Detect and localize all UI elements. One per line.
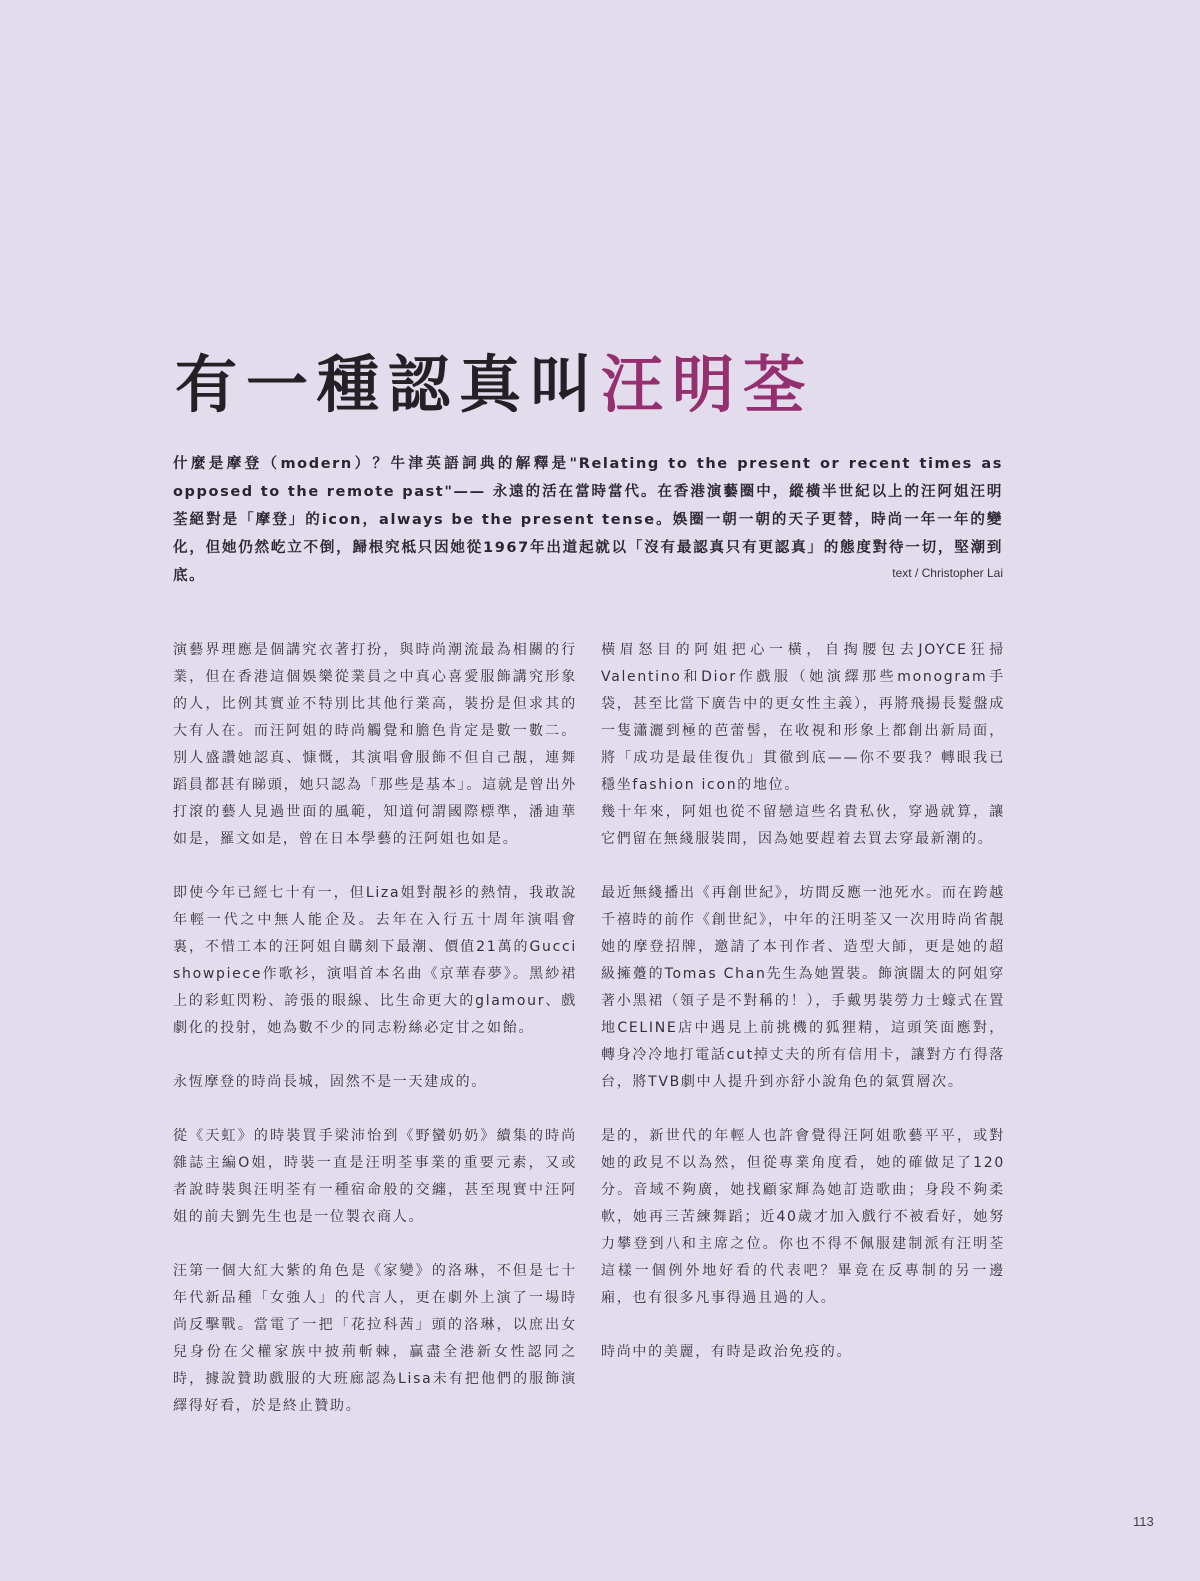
body-paragraph: 演藝界理應是個講究衣著打扮，與時尚潮流最為相關的行業，但在香港這個娛樂從業員之中真心喜愛服飾講究形象的人，比例其實並不特別比其他行業高，裝扮是但求其的大有人在。而汪阿姐的時尚觸覺和膽色肯定是數一數二。別人盛讚她認真、慷慨，其演唱會服飾不但自己靚，連舞蹈員都甚有睇頭，她只認為「那些是基本」。這就是曾出外打滾的藝人見過世面的風範，知道何謂國際標準，潘迪華如是，羅文如是，曾在日本學藝的汪阿姐也如是。: [173, 642, 577, 847]
body-paragraph: 汪第一個大紅大紫的角色是《家變》的洛琳，不但是七十年代新品種「女強人」的代言人，更在劇外上演了一場時尚反擊戰。當電了一把「花拉科茜」頭的洛琳，以庶出女兒身份在父權家族中披荊斬棘，贏盡全港新女性認同之時，據說贊助戲服的大班廊認為Lisa未有把他們的服飾演繹得好看，於是終止贊助。: [173, 1263, 577, 1414]
author-credit: text / Christopher Lai: [892, 566, 1003, 580]
body-column-right: [601, 637, 1005, 1366]
article-title: [175, 335, 814, 424]
body-paragraph: 時尚中的美麗，有時是政治免疫的。: [601, 1344, 853, 1360]
body-paragraph: 最近無綫播出《再創世紀》，坊間反應一池死水。而在跨越千禧時的前作《創世紀》，中年的汪明荃又一次用時尚省靚她的摩登招牌，邀請了本刊作者、造型大師，更是她的超級擁躉的Tomas Chan先生為她置裝。飾演闊太的阿姐穿著小黑裙（領子是不對稱的！），手戴男裝勞力士蠔式在置地CELINE店中遇見上前挑機的狐狸精，這頭笑面應對，轉身冷冷地打電話cut掉丈夫的所有信用卡，讓對方冇得落台，將TVB劇中人提升到亦舒小說角色的氣質層次。: [601, 885, 1005, 1090]
title-accent-name: 汪明荃: [601, 348, 815, 421]
title-main: 有一種認真叫: [175, 348, 602, 421]
body-paragraph: 是的，新世代的年輕人也許會覺得汪阿姐歌藝平平，或對她的政見不以為然，但從專業角度看，她的確做足了120分。音域不夠廣，她找顧家輝為她訂造歌曲；身段不夠柔軟，她再三苦練舞蹈；近40歲才加入戲行不被看好，她努力攀登到八和主席之位。你也不得不佩服建制派有汪明荃這樣一個例外地好看的代表吧？畢竟在反專制的另一邊廂，也有很多凡事得過且過的人。: [601, 1128, 1005, 1306]
body-paragraph: 橫眉怒目的阿姐把心一橫，自掏腰包去JOYCE狂掃Valentino和Dior作戲服（她演繹那些monogram手袋，甚至比當下廣告中的更女性主義），再將飛揚長髮盤成一隻瀟灑到極的芭蕾髻，在收視和形象上都創出新局面，將「成功是最佳復仇」貫徹到底——你不要我？轉眼我已穩坐fashion icon的地位。: [601, 642, 1005, 793]
body-paragraph: 幾十年來，阿姐也從不留戀這些名貴私伙，穿過就算，讓它們留在無綫服裝間，因為她要趕着去買去穿最新潮的。: [601, 804, 1005, 847]
body-paragraph: 永恆摩登的時尚長城，固然不是一天建成的。: [173, 1074, 487, 1090]
intro-paragraph: 什麼是摩登（modern）？牛津英語詞典的解釋是"Relating to the present or recent times as opposed to the remote past"—— 永遠的活在當時當代。在香港演藝圈中，縱橫半世紀以上的汪阿姐汪明荃絕對是「摩登」的icon，always be the present tense。娛圈一朝一朝的天子更替，時尚一年一年的變化，但她仍然屹立不倒，歸根究柢只因她從1967年出道起就以「沒有最認真只有更認真」的態度對待一切，堅潮到底。: [173, 456, 1003, 584]
body-paragraph: 即使今年已經七十有一，但Liza姐對靚衫的熱情，我敢說年輕一代之中無人能企及。去年在入行五十周年演唱會裏，不惜工本的汪阿姐自購刻下最潮、價值21萬的Gucci showpiece作歌衫，演唱首本名曲《京華春夢》。黑紗裙上的彩虹閃粉、誇張的眼線、比生命更大的glamour、戲劇化的投射，她為數不少的同志粉絲必定甘之如飴。: [173, 885, 577, 1036]
body-column-left: [173, 637, 577, 1420]
body-paragraph: 從《天虹》的時裝買手梁沛怡到《野蠻奶奶》續集的時尚雜誌主編O姐，時裝一直是汪明荃事業的重要元素，又或者說時裝與汪明荃有一種宿命般的交纏，甚至現實中汪阿姐的前夫劉先生也是一位製衣商人。: [173, 1128, 577, 1225]
page-number: 113: [1133, 1514, 1154, 1529]
